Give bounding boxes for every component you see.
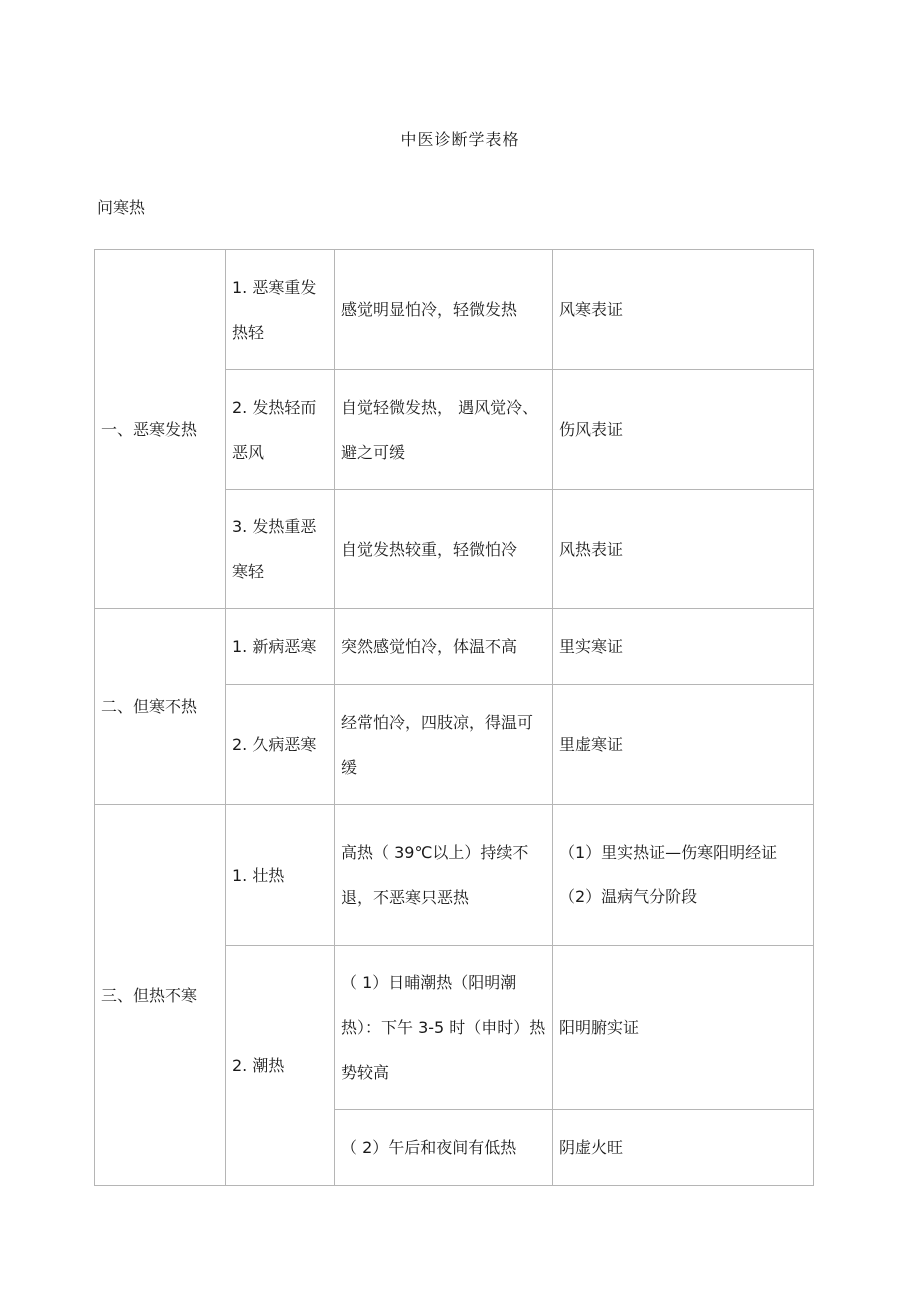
type-cell: 2. 潮热 bbox=[226, 946, 335, 1186]
category-cell: 二、但寒不热 bbox=[95, 609, 226, 805]
diagnosis-table bbox=[94, 249, 814, 1186]
feature-cell: 高热（ 39℃以上）持续不退，不恶寒只恶热 bbox=[335, 805, 553, 946]
feature-cell: （ 2）午后和夜间有低热 bbox=[335, 1110, 553, 1186]
type-cell: 1. 新病恶寒 bbox=[226, 609, 335, 685]
section-heading: 问寒热 bbox=[97, 198, 146, 217]
syndrome-cell: 风热表证 bbox=[553, 490, 814, 609]
category-cell: 一、恶寒发热 bbox=[95, 250, 226, 609]
syndrome-cell: 风寒表证 bbox=[553, 250, 814, 370]
document-title: 中医诊断学表格 bbox=[400, 130, 520, 149]
syndrome-cell: 里虚寒证 bbox=[553, 685, 814, 805]
feature-cell: 感觉明显怕冷，轻微发热 bbox=[335, 250, 553, 370]
syndrome-line: （1）里实热证—伤寒阳明经证 bbox=[559, 843, 778, 862]
type-cell: 2. 久病恶寒 bbox=[226, 685, 335, 805]
feature-cell: （ 1）日晡潮热（阳明潮热）：下午 3-5 时（申时）热势较高 bbox=[335, 946, 553, 1110]
syndrome-cell bbox=[553, 805, 814, 946]
syndrome-line: （2）温病气分阶段 bbox=[559, 887, 698, 906]
feature-cell: 自觉发热较重，轻微怕冷 bbox=[335, 490, 553, 609]
feature-cell: 自觉轻微发热， 遇风觉冷、避之可缓 bbox=[335, 370, 553, 490]
type-cell: 1. 恶寒重发热轻 bbox=[226, 250, 335, 370]
syndrome-cell: 伤风表证 bbox=[553, 370, 814, 490]
type-cell: 3. 发热重恶寒轻 bbox=[226, 490, 335, 609]
table-row bbox=[95, 609, 814, 685]
type-cell: 2. 发热轻而恶风 bbox=[226, 370, 335, 490]
syndrome-cell: 里实寒证 bbox=[553, 609, 814, 685]
syndrome-cell: 阴虚火旺 bbox=[553, 1110, 814, 1186]
feature-cell: 经常怕冷，四肢凉，得温可缓 bbox=[335, 685, 553, 805]
category-cell: 三、但热不寒 bbox=[95, 805, 226, 1186]
feature-cell: 突然感觉怕冷，体温不高 bbox=[335, 609, 553, 685]
type-cell: 1. 壮热 bbox=[226, 805, 335, 946]
table-row bbox=[95, 250, 814, 370]
table-row bbox=[95, 805, 814, 946]
syndrome-cell: 阳明腑实证 bbox=[553, 946, 814, 1110]
